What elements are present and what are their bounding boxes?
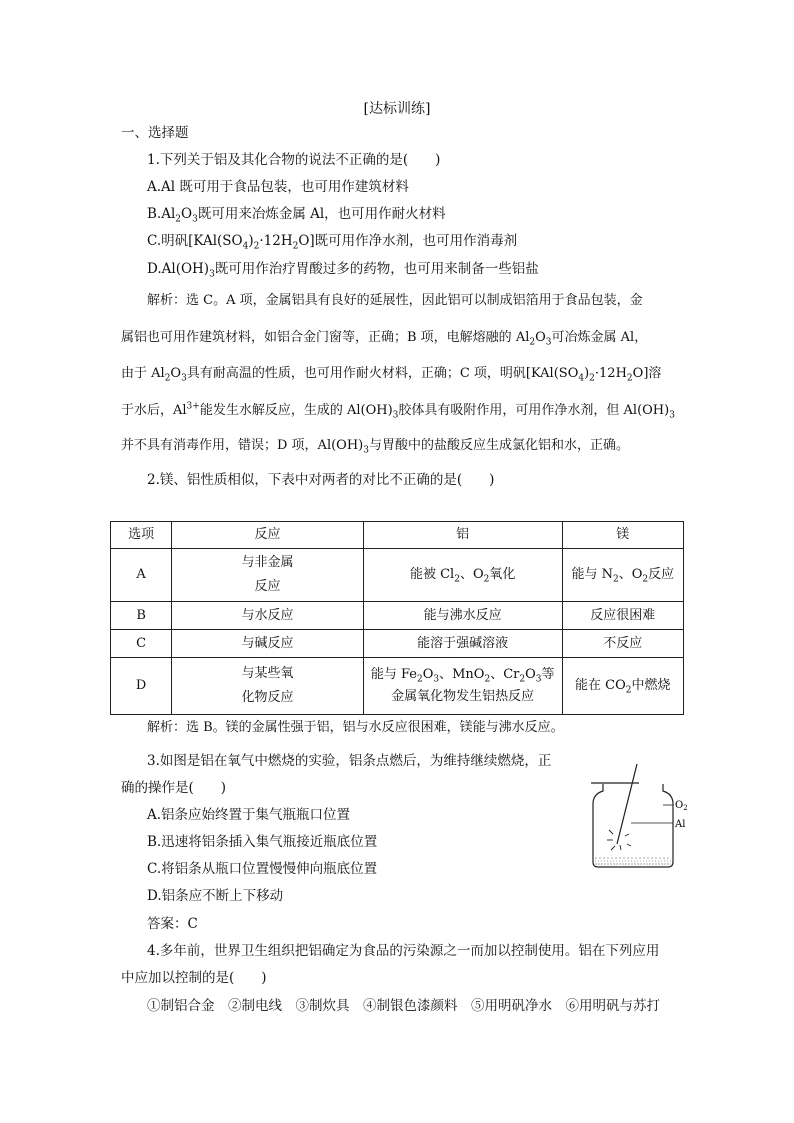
table-row	[111, 630, 684, 658]
header-aluminum: 铝	[363, 522, 562, 549]
q1-option-c: C.明矾$[KAl(SO_4)_2\cdot 12H_2O]$既可用作净水剂，也可用作消毒剂	[147, 233, 518, 252]
q2-explanation: 解析：选 B。镁的金属性强于铝，铝与水反应很困难，镁能与沸水反应。	[147, 720, 564, 735]
row-a-option: A	[111, 549, 172, 602]
comparison-table	[110, 521, 684, 715]
row-d-reaction: 与某些氧 化物反应	[172, 658, 364, 715]
row-c-magnesium: 不反应	[562, 630, 683, 658]
table-row	[111, 602, 684, 630]
q1-stem: 1.下列关于铝及其化合物的说法不正确的是( )	[147, 152, 441, 168]
label-o2: $O_2$	[675, 800, 688, 812]
row-a-aluminum: 能被 $Cl_2$、$O_2$氧化	[363, 549, 562, 602]
row-d-aluminum: 能与 $Fe_2O_3$、MnO$_2$、$Cr_2O_3$等 金属氧化物发生铝热反应	[363, 658, 562, 715]
q1-option-a: A.Al 既可用于食品包装，也可用作建筑材料	[147, 179, 409, 195]
gas-jar-figure	[585, 764, 700, 869]
header-reaction: 反应	[172, 522, 364, 549]
q3-option-d: D.铝条应不断上下移动	[147, 888, 284, 904]
q4-options: ①制铝合金 ②制电线 ③制炊具 ④制银色漆颜料 ⑤用明矾净水 ⑥用明矾与苏打	[147, 998, 660, 1014]
table-row	[111, 658, 684, 715]
table-row	[111, 549, 684, 602]
section-heading: 一、选择题	[121, 125, 189, 141]
q1-explanation-l1: 解析：选 C。A 项，金属铝具有良好的延展性，因此铝可以制成铝箔用于食品包装，金	[147, 293, 643, 308]
jar-bottom-sand	[595, 858, 671, 864]
q1-explanation-l2: 属铝也可用作建筑材料，如铝合金门窗等，正确；B 项，电解熔融的 $Al_2O_3$可冶炼金属 Al，	[121, 330, 648, 348]
row-b-aluminum: 能与沸水反应	[363, 602, 562, 630]
jar-body	[593, 784, 673, 867]
row-d-option: D	[111, 658, 172, 715]
row-b-option: B	[111, 602, 172, 630]
q4-stem-l1: 4.多年前，世界卫生组织把铝确定为食品的污染源之一而加以控制使用。铝在下列应用	[147, 943, 660, 959]
row-d-magnesium: 能在 $CO_2$中燃烧	[562, 658, 683, 715]
row-c-aluminum: 能溶于强碱溶液	[363, 630, 562, 658]
aluminum-strip	[617, 764, 637, 844]
row-a-magnesium: 能与 $N_2$、$O_2$反应	[562, 549, 683, 602]
row-b-magnesium: 反应很困难	[562, 602, 683, 630]
label-al: Al	[675, 819, 686, 830]
header-option: 选项	[111, 522, 172, 549]
header-magnesium: 镁	[562, 522, 683, 549]
q4-stem-l2: 中应加以控制的是( )	[121, 970, 267, 986]
q2-stem: 2.镁、铝性质相似，下表中对两者的对比不正确的是( )	[147, 472, 495, 488]
q3-option-c: C.将铝条从瓶口位置慢慢伸向瓶底位置	[147, 861, 378, 877]
q1-explanation-l5: 并不具有消毒作用，错误；D 项，$Al(OH)_3$与胃酸中的盐酸反应生成氯化铝和水，正确。	[121, 438, 629, 456]
q1-explanation-l4: 于水后，$Al^{3+}$能发生水解反应，生成的 $Al(OH)_3$胶体具有吸附作用，可用作净水剂，但 $Al(OH)_3$	[121, 401, 675, 421]
q3-option-a: A.铝条应始终置于集气瓶瓶口位置	[147, 807, 351, 823]
flame-sparks-icon	[607, 830, 631, 850]
q3-option-b: B.迅速将铝条插入集气瓶接近瓶底位置	[147, 834, 378, 850]
q3-stem-l2: 确的操作是( )	[121, 780, 227, 796]
q1-option-d: $D.Al(OH)_3$既可用作治疗胃酸过多的药物，也可用来制备一些铝盐	[147, 261, 539, 280]
table-header-row	[111, 522, 684, 549]
row-c-option: C	[111, 630, 172, 658]
q1-option-b: $B.Al_2O_3$既可用来冶炼金属 Al，也可用作耐火材料	[147, 206, 446, 225]
row-a-reaction: 与非金属 反应	[172, 549, 364, 602]
q3-answer: 答案：C	[147, 916, 198, 932]
row-b-reaction: 与水反应	[172, 602, 364, 630]
page-title: [达标训练]	[363, 101, 431, 117]
row-c-reaction: 与碱反应	[172, 630, 364, 658]
q1-explanation-l3: 由于 $Al_2O_3$具有耐高温的性质，也可用作耐火材料，正确；C 项，明矾$[KAl(SO_4)_2\cdot 12H_2O]$溶	[121, 366, 662, 384]
q3-stem-l1: 3.如图是铝在氧气中燃烧的实验，铝条点燃后，为维持继续燃烧，正	[147, 753, 552, 769]
